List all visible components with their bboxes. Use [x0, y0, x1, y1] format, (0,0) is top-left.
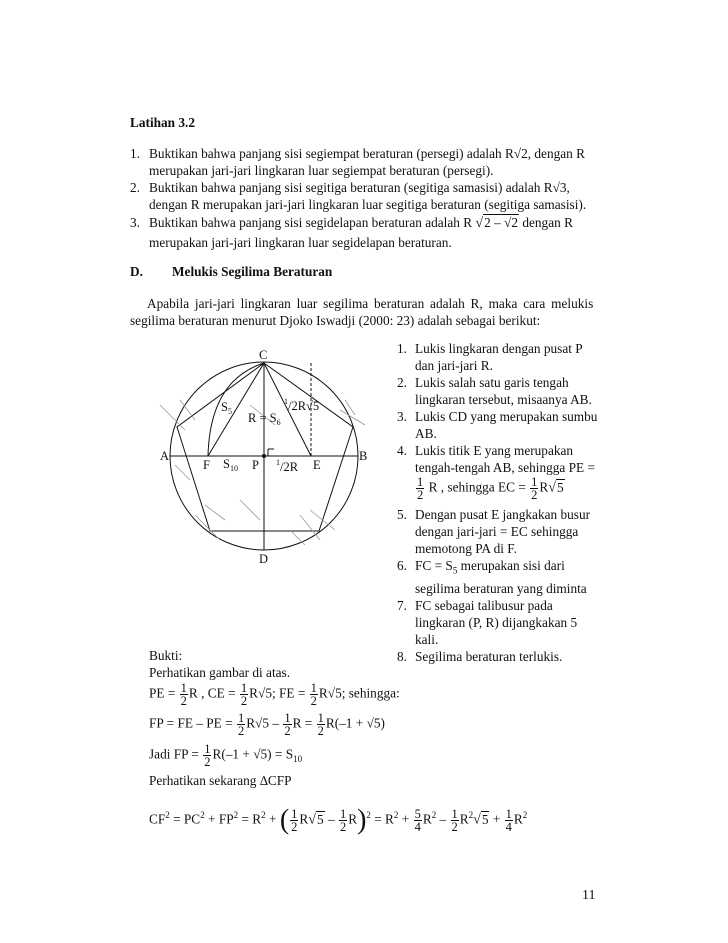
label-P: P — [252, 458, 259, 472]
exercise-2-line1: Buktikan bahwa panjang sisi segitiga beraturan (segitiga samasisi) adalah R√3, — [149, 180, 570, 195]
exercise-1-num: 1. — [130, 146, 140, 161]
step-1: 1. Lukis lingkaran dengan pusat P — [397, 341, 583, 356]
step-3-cont: AB. — [415, 426, 437, 441]
proof-line-1: PE = $\frac{1}{2}$ R , CE = $\frac{1}{2}$ R√5; FE = $\frac{1}{2}$ R√5; sehingga: — [149, 681, 400, 708]
step-5-cont: dengan jari-jari = EC sehingga — [415, 524, 579, 539]
label-half-R: $^1$/2R — [276, 458, 299, 474]
step-2: 2. Lukis salah satu garis tengah — [397, 375, 569, 390]
sqrt-symbol: √ — [475, 216, 484, 231]
step-5: 5. Dengan pusat E jangkakan busur — [397, 507, 591, 522]
label-F: F — [203, 458, 210, 472]
center-point — [262, 454, 266, 458]
steps-list — [397, 340, 597, 665]
exercise-1-line1: Buktikan bahwa panjang sisi segiempat beraturan (persegi) adalah R√2, dengan R — [149, 146, 585, 161]
proof-intro: Perhatikan gambar di atas. — [149, 665, 291, 680]
proof-line-4: Perhatikan sekarang ∆CFP — [149, 773, 292, 788]
proof-line-2: FP = FE – PE = $\frac{1}{2}$ R√5 – $\frac{1}{2}$ R = $\frac{1}{2}$ R(–1 + √5) — [149, 711, 385, 738]
proof-line-5: $CF^2 = PC^2 + FP^2 = R^2$ + ( $\frac{1}{2}$ R√5 – $\frac{1}{2}$ $R)^2 = R^2$ + $\frac{5}{4}$ $R^2$ – $\frac{1}{2}$ $R^2√5$ + $\frac{1}{4}$ $R^2$ — [149, 804, 528, 836]
step-7-cont: lingkaran (P, R) dijangkakan 5 — [415, 614, 578, 630]
intro-line2: segilima beraturan menurut Djoko Iswadji (2000: 23) adalah sebagai berikut: — [130, 313, 541, 328]
step-2-cont: lingkaran tersebut, misaanya AB. — [415, 392, 592, 407]
exercise-3-line1 — [149, 215, 573, 232]
step-6: 6. FC = $S_5$ merupakan sisi dari — [397, 558, 565, 576]
exercise-3-num: 3. — [130, 215, 140, 230]
step-8: 8. Segilima beraturan terlukis. — [397, 648, 563, 664]
step-7-cont2: kali. — [415, 631, 439, 647]
proof-line-3: Jadi FP = $\frac{1}{2}$ $R(-1 + √5) = S_{10}$ — [149, 742, 303, 769]
page-number: 11 — [582, 888, 596, 903]
label-C: C — [259, 348, 268, 362]
section-letter: D. — [130, 264, 143, 279]
exercise-2-line2: dengan R merupakan jari-jari lingkaran luar segitiga beraturan (segitiga samasisi). — [149, 197, 587, 212]
exercise-3-text-end: dengan R — [522, 215, 573, 230]
label-E: E — [313, 458, 321, 472]
step-5-cont2: memotong PA di F. — [415, 541, 517, 556]
exercise-3-line2: merupakan jari-jari lingkaran luar segidelapan beraturan. — [149, 235, 452, 250]
exercise-1-line2: merupakan jari-jari lingkaran luar segiempat beraturan (persegi). — [149, 163, 494, 178]
label-A: A — [160, 449, 170, 463]
exercise-3-text: Buktikan bahwa panjang sisi segidelapan beraturan adalah R — [149, 215, 473, 230]
label-S5: $S_5$ — [221, 400, 232, 416]
label-S10: $S_{10}$ — [223, 457, 238, 473]
step-4-cont: tengah-tengah AB, sehingga PE = — [415, 460, 595, 475]
step-3: 3. Lukis CD yang merupakan sumbu — [397, 409, 598, 424]
step-4-formula: $\frac{1}{2}$ R , sehingga EC = $\frac{1}{2}$ R√5 — [417, 475, 564, 502]
exercise-3-radicand: 2 – √2 — [484, 215, 519, 230]
step-7: 7. FC sebagai talibusur pada — [397, 597, 553, 613]
exercise-heading: Latihan 3.2 — [130, 115, 196, 130]
step-4: 4. Lukis titik E yang merupakan — [397, 443, 574, 458]
pentagon-construction-diagram — [140, 345, 390, 570]
label-D: D — [259, 552, 269, 566]
step-1-cont: dan jari-jari R. — [415, 358, 493, 373]
intro-line1: Apabila jari-jari lingkaran luar segilima beraturan adalah R, maka cara melukis — [147, 296, 594, 311]
label-half-R-root5: $^1$/2R√5 — [284, 397, 320, 413]
label-B: B — [359, 449, 368, 463]
label-R-S6: $R = S_6$ — [248, 411, 281, 427]
regular-pentagon — [177, 363, 353, 531]
exercise-2-num: 2. — [130, 180, 140, 195]
section-title: Melukis Segilima Beraturan — [172, 264, 333, 279]
proof-label: Bukti: — [149, 648, 183, 663]
step-6-cont: segilima beraturan yang diminta — [415, 580, 587, 596]
